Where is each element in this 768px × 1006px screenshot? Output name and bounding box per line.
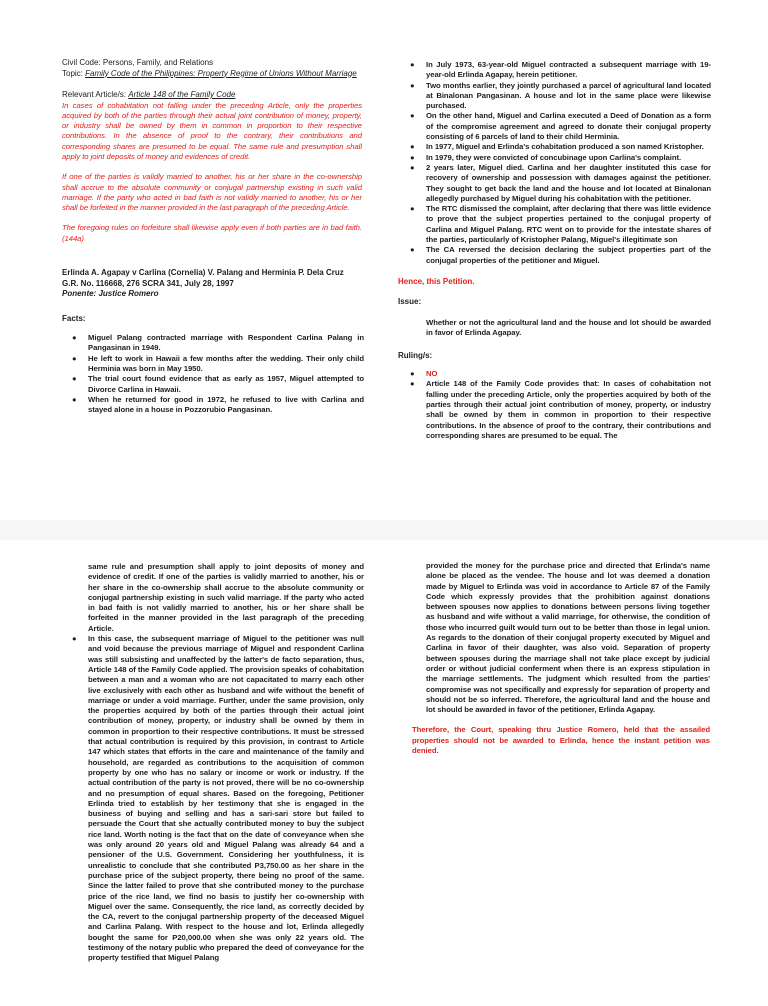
- article-paragraph-1: In cases of cohabitation not falling under the preceding Article, only the properties acquired by both of the parties through their actual joint contribution of money, property, or industry shall be owned by them in common in proportion to their respective contributions. In the absence of proof to the contrary, their contributions and corresponding shares are presumed to be equal. The same rule and presumption shall apply to joint deposits of money and evidences of credit.: [62, 100, 362, 161]
- topic-title: Family Code of the Philippines: Property Regime of Unions Without Marriage: [85, 68, 357, 78]
- list-item: ● Article 148 of the Family Code provides that: In cases of cohabitation not falling under the preceding Article, only the properties acquired by both of the parties through their actual joint contribution of money, property, or industry shall be owned by them in common in proportion to their respective contributions. In the absence of proof to the contrary, their contributions and corresponding shares are presumed to be equal. The: [410, 379, 711, 440]
- list-item: ● Two months earlier, they jointly purchased a parcel of agricultural land located at Binalonan Pangasinan. A house and lot in the same place were likewise purchased.: [410, 80, 711, 111]
- facts-heading: Facts:: [62, 313, 86, 323]
- bullet-icon: ●: [72, 374, 77, 384]
- list-item: ● The CA reversed the decision declaring the subject properties part of the conjugal properties of the petitioner and Miguel.: [410, 245, 711, 265]
- ruling-list-continued: [72, 634, 364, 964]
- list-item: ● He left to work in Hawaii a few months after the wedding. Their only child Herminia was born in May 1950.: [72, 353, 364, 373]
- conclusion: Therefore, the Court, speaking thru Justice Romero, held that the assailed properties should not be awarded to Erlinda, hence the instant petition was denied.: [412, 725, 710, 756]
- subject-label: Civil Code: Persons, Family, and Relations: [62, 58, 214, 67]
- bullet-icon: ●: [410, 245, 415, 255]
- page2-left-column: [72, 562, 364, 964]
- ponente: Ponente: Justice Romero: [62, 289, 159, 299]
- hence-line: Hence, this Petition.: [398, 276, 475, 286]
- page-separator: [0, 520, 768, 540]
- list-item: ● 2 years later, Miguel died. Carlina and her daughter instituted this case for recovery of ownership and possession with damages against the petitioner. They sought to get back the land and the house and lot located at Binalonan allegedly purchased by Miguel during his cohabitation with the petitioner.: [410, 162, 711, 203]
- ruling-heading: Ruling/s:: [398, 350, 433, 360]
- bullet-icon: ●: [410, 204, 415, 214]
- issue-heading: Issue:: [398, 297, 422, 307]
- page2-right-column: [412, 561, 710, 756]
- relevant-prefix: Relevant Article/s:: [62, 90, 127, 99]
- issue-text: Whether or not the agricultural land and the house and lot should be awarded in favor of Erlinda Agapay.: [426, 317, 711, 338]
- bullet-icon: ●: [410, 80, 415, 90]
- list-item: ● The trial court found evidence that as early as 1957, Miguel attempted to Divorce Carlina in Hawaii.: [72, 374, 364, 394]
- bullet-icon: ●: [410, 60, 415, 69]
- bullet-icon: ●: [72, 353, 77, 363]
- bullet-icon: ●: [72, 634, 77, 644]
- article-paragraph-2: If one of the parties is validly married to another, his or her share in the co-ownership shall accrue to the absolute community or conjugal partnership existing in such valid marriage. If the party who acted in bad faith is not validly married to another, his or her shall be forfeited in the manner provided in the last paragraph of the preceding Article.: [62, 172, 362, 213]
- list-item: ● In this case, the subsequent marriage of Miguel to the petitioner was null and void because the previous marriage of Miguel and respondent Carlina was still subsisting and unaffected by the latter's de facto separation, thus, Article 148 of the Family Code applied. The provision speaks of cohabitation between a man and a woman who are not capacitated to marry each other live exclusively with each other as husband and wife without the benefit of marriage or under a void marriage. Further, under the same provision, only the properties acquired by both of the parties through their actual joint contribution of money, property, or industry shall be owned by them in common in proportion to their respective contributions. It must be stressed that actual contribution is required by this provision, in contrast to Article 147 which states that efforts in the care and maintenance of the family and household, are regarded as contributions to the acquisition of common property by one who has no salary or income or work or industry. If the actual contribution of the party is not proved, there will be no co-ownership and no presumption of equal shares. Based on the foregoing, Petitioner Erlinda tried to establish by her testimony that she is engaged in the business of buying and selling and has a sari-sari store but failed to persuade the Court that she actually contributed money to buy the subject rice land. Worth noting is the fact that on the date of conveyance when she was only around 20 years old and Miguel Palang was already 64 and a pensioner of the U.S. Government. Considering her youthfulness, it is unrealistic to conclude that she contributed P3,750.00 as her share in the purchase price of the subject property, there being no proof of the same. Since the latter failed to prove that she contributed money to the purchase price of the rice land, we find no basis to justify her co-ownership with Miguel over the same. Consequently, the rice land, as correctly decided by the CA, revert to the conjugal partnership property of the deceased Miguel and Carlina Palang. With respect to the house and lot, Erlinda allegedly bought the same for P20,000.00 when she was only 22 years old. The testimony of the notary public who prepared the deed of conveyance for the property testified that Miguel Palang: [72, 634, 364, 963]
- bullet-icon: ●: [410, 162, 415, 172]
- topic-line: [62, 69, 362, 80]
- list-item: ● In July 1973, 63-year-old Miguel contracted a subsequent marriage with 19-year-old Erlinda Agapay, herein petitioner.: [410, 60, 711, 80]
- bullet-icon: ●: [72, 333, 77, 343]
- list-item: ● In 1977, Miguel and Erlinda's cohabitation produced a son named Kristopher.: [410, 142, 704, 152]
- ruling-verdict: ● NO: [410, 369, 438, 379]
- bullet-icon: ●: [410, 379, 415, 389]
- list-item: ● In 1979, they were convicted of concubinage upon Carlina's complaint.: [410, 152, 682, 162]
- case-title: Erlinda A. Agapay v Carlina (Cornelia) V. Palang and Herminia P. Dela Cruz: [62, 268, 344, 278]
- bullet-icon: ●: [410, 369, 415, 379]
- facts-list-left: [72, 333, 364, 415]
- ruling-list: [410, 369, 711, 441]
- bullet-icon: ●: [72, 394, 77, 404]
- bullet-icon: ●: [410, 152, 415, 162]
- list-item: ● When he returned for good in 1972, he refused to live with Carlina and stayed alone in a house in Pozzorubio Pangasinan.: [72, 394, 364, 415]
- list-item: ● Miguel Palang contracted marriage with Respondent Carlina Palang in Pangasinan in 1949.: [72, 333, 364, 353]
- case-citation: G.R. No. 116668, 276 SCRA 341, July 28, 1997: [62, 278, 234, 288]
- list-item: ● On the other hand, Miguel and Carlina executed a Deed of Donation as a form of the compromise agreement and agreed to donate their conjugal property consisting of 6 parcels of land to their child Herminia.: [410, 111, 711, 142]
- bullet-icon: ●: [410, 142, 415, 152]
- list-item: ● The RTC dismissed the complaint, after declaring that there was little evidence to prove that the subject properties pertained to the conjugal property of Carlina and Miguel Palang. RTC went on to provide for the intestate shares of the parties, particularly of Kristopher Palang, Miguel's illegitimate son: [410, 204, 711, 245]
- ruling-continuation-right: provided the money for the purchase price and directed that Erlinda's name alone be placed as the vendee. The house and lot was deemed a donation made by Miguel to Erlinda was void in accordance to Article 87 of the Family Code which expressly provides that the prohibition against donations between spouses now applies to donations between persons living together as husband and wife without a valid marriage, for otherwise, the condition of those who incurred guilt would turn out to be better than those in legal union. As regards to the donation of their conjugal property executed by Miguel and Carlina in favor of their daughter, was also void. Separation of property between spouses during the marriage shall not take place except by judicial order or without judicial conferment when there is an express stipulation in the marriage settlements. The judgment which resulted from the parties' compromise was not specifically and expressly for separation of property and should not be so inferred. Therefore, the agricultural land and the house and lot should be awarded in favor of the petitioner, Erlinda Agapay.: [426, 561, 710, 715]
- page1-right-column: [398, 60, 711, 441]
- facts-list-right: [410, 60, 711, 266]
- relevant-article: Article 148 of the Family Code: [128, 90, 236, 99]
- relevant-article-line: [62, 90, 362, 101]
- article-paragraph-3: The foregoing rules on forfeiture shall likewise apply even if both parties are in bad faith. (144a): [62, 223, 362, 243]
- bullet-icon: ●: [410, 111, 415, 121]
- topic-prefix: Topic:: [62, 68, 83, 78]
- page1-left-column: [62, 58, 362, 415]
- ruling-continuation: same rule and presumption shall apply to joint deposits of money and evidence of credit. If one of the parties is validly married to another, his or her share in the co-ownership shall accrue to the absolute community or conjugal partnership existing in such valid marriage. If the party who acted in bad faith is not validly married to another, his or her share shall be forfeited in the manner provided in the last paragraph of the preceding Article.: [88, 562, 364, 633]
- document-page-2: [0, 540, 768, 1006]
